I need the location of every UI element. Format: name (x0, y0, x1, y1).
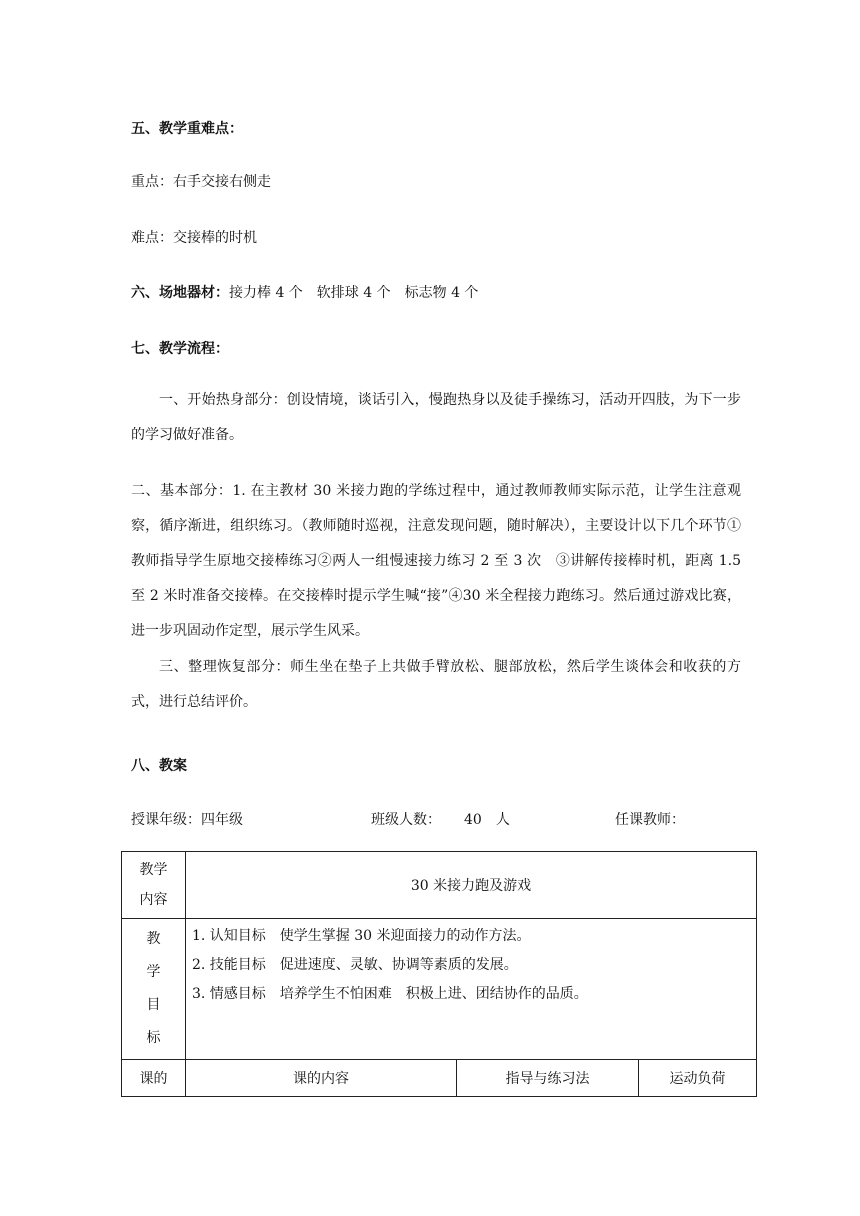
goal-item: 1. 认知目标 使学生掌握 30 米迎面接力的动作方法。 (192, 928, 531, 944)
goal-label-cell (122, 919, 186, 1060)
header-col-3: 指导与练习法 (457, 1060, 639, 1097)
content-label-cell (122, 852, 186, 919)
goal-label-char: 学 (146, 964, 161, 980)
equipment-line (131, 283, 478, 303)
header-col-1: 课的 (122, 1060, 186, 1097)
goal-label-char: 目 (146, 997, 161, 1013)
class-size-value: 40 人 (464, 812, 510, 828)
section-8-heading: 八、教案 (131, 758, 187, 774)
class-size-label: 班级人数： (371, 812, 441, 828)
goal-item: 2. 技能目标 促进速度、灵敏、协调等素质的发展。 (192, 957, 518, 973)
flow-part-1: 一、开始热身部分：创设情境，谈话引入，慢跑热身以及徒手操练习，活动开四肢，为下一步的学习做好准备。 (131, 392, 741, 443)
grade-label: 授课年级：四年级 (131, 812, 243, 828)
goal-item: 3. 情感目标 培养学生不怕困难 积极上进、团结协作的品质。 (192, 986, 588, 1002)
teacher-label: 任课教师： (615, 812, 685, 828)
section-7-heading: 七、教学流程： (131, 341, 229, 357)
lesson-plan-table (121, 851, 757, 1097)
key-point-text: 重点：右手交接右侧走 (131, 174, 271, 190)
goals-list (192, 919, 756, 1009)
goals-cell (186, 919, 757, 1060)
goal-label-char: 标 (146, 1030, 161, 1046)
section-6-heading: 六、场地器材： (131, 285, 229, 301)
content-label-line-2: 内容 (139, 892, 168, 908)
content-value-cell: 30 米接力跑及游戏 (186, 852, 757, 919)
table-header-row (122, 1060, 757, 1097)
header-col-4: 运动负荷 (639, 1060, 757, 1097)
section-5-heading: 五、教学重难点： (131, 121, 243, 137)
goal-label-char: 教 (146, 931, 161, 947)
table-row (122, 852, 757, 919)
header-col-2: 课的内容 (186, 1060, 457, 1097)
difficulty-text: 难点：交接棒的时机 (131, 230, 257, 246)
content-label-line-1: 教学 (139, 862, 168, 878)
table-row (122, 919, 757, 1060)
flow-part-2: 二、基本部分：1. 在主教材 30 米接力跑的学练过程中，通过教师教师实际示范，让学生注意观察，循序渐进，组织练习。（教师随时巡视，注意发现问题，随时解决），主要设计以下几个环节①教师指导学生原地交接棒练习②两人一组慢速接力练习 2 至 3 次 ③讲解传接棒时机，距离 1.5 至 2 米时准备交接棒。在交接棒时提示学生喊“接”④30 米全程接力跑练习。然后通过游戏比赛，进一步巩固动作定型，展示学生风采。 (131, 483, 741, 639)
equipment-items: 接力棒 4 个 软排球 4 个 标志物 4 个 (229, 285, 479, 301)
flow-part-3: 三、整理恢复部分：师生坐在垫子上共做手臂放松、腿部放松，然后学生谈体会和收获的方式，进行总结评价。 (131, 659, 741, 710)
